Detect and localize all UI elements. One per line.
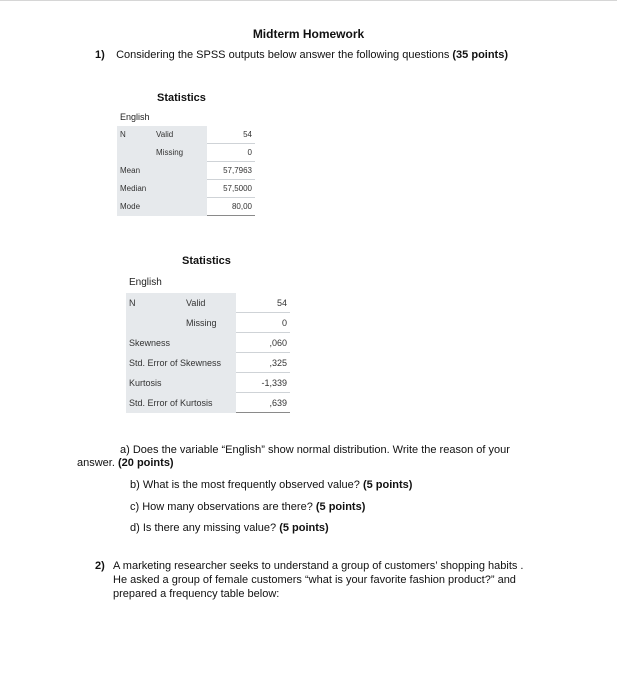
table1-title: Statistics <box>157 92 206 104</box>
question-1-points: (35 points) <box>452 49 509 61</box>
table-row <box>126 333 290 353</box>
row-sublabel: Missing <box>153 144 207 162</box>
subquestion-d-text: d) Is there any missing value? <box>130 522 277 534</box>
row-value: 57,7963 <box>207 162 255 180</box>
table-row <box>117 162 255 180</box>
question-1 <box>95 49 508 61</box>
row-label: N <box>126 293 183 313</box>
subquestion-c-text: c) How many observations are there? <box>130 501 313 513</box>
table-row <box>126 373 290 393</box>
row-sublabel: Valid <box>183 293 236 313</box>
table2-variable: English <box>129 277 162 288</box>
row-value: 0 <box>207 144 255 162</box>
table-row <box>117 198 255 216</box>
question-1-text: Considering the SPSS outputs below answer the following questions <box>116 49 450 61</box>
subquestion-d-points: (5 points) <box>279 522 329 534</box>
subquestion-b-points: (5 points) <box>362 479 413 491</box>
table-row <box>126 313 290 333</box>
table-row <box>126 353 290 373</box>
row-label: Std. Error of Skewness <box>126 353 236 373</box>
row-sublabel: Valid <box>153 126 207 144</box>
row-label <box>126 313 183 333</box>
table-row <box>117 144 255 162</box>
row-label: Mode <box>117 198 207 216</box>
row-value: -1,339 <box>236 373 290 393</box>
row-value: 0 <box>236 313 290 333</box>
row-label: Kurtosis <box>126 373 236 393</box>
subquestion-a-points: (20 points) <box>117 457 174 469</box>
subquestion-b-text: b) What is the most frequently observed value? <box>130 479 360 491</box>
table1-variable: English <box>120 112 150 122</box>
table2-title: Statistics <box>182 255 231 267</box>
subquestion-a-line1: a) Does the variable “English” show normal distribution. Write the reason of your <box>120 444 510 456</box>
row-value: ,639 <box>236 393 290 413</box>
table-row <box>126 393 290 413</box>
statistics-table-2 <box>126 293 290 413</box>
subquestion-b <box>130 479 412 491</box>
row-label: Skewness <box>126 333 236 353</box>
table-row <box>126 293 290 313</box>
row-label <box>117 144 153 162</box>
subquestion-a-text: answer. <box>77 457 115 469</box>
row-label: N <box>117 126 153 144</box>
subquestion-a-line2 <box>77 457 174 469</box>
subquestion-d <box>130 522 329 534</box>
row-value: 80,00 <box>207 198 255 216</box>
row-value: ,060 <box>236 333 290 353</box>
subquestion-c <box>130 501 365 513</box>
table-row <box>117 180 255 198</box>
row-sublabel: Missing <box>183 313 236 333</box>
row-value: 57,5000 <box>207 180 255 198</box>
question-1-number: 1) <box>95 49 105 61</box>
row-value: ,325 <box>236 353 290 373</box>
table-row <box>117 126 255 144</box>
row-label: Std. Error of Kurtosis <box>126 393 236 413</box>
row-label: Mean <box>117 162 207 180</box>
question-2-number: 2) <box>95 560 105 572</box>
question-2-text: A marketing researcher seeks to understand a group of customers’ shopping habits . He asked a group of female customers “what is your favorite fashion product?” and prepared a frequency table below: <box>113 560 524 600</box>
row-value: 54 <box>236 293 290 313</box>
subquestion-c-points: (5 points) <box>315 501 366 513</box>
row-value: 54 <box>207 126 255 144</box>
row-label: Median <box>117 180 207 198</box>
question-2 <box>95 559 535 601</box>
statistics-table-1 <box>117 126 255 216</box>
page-title: Midterm Homework <box>252 27 365 41</box>
top-border <box>0 0 617 1</box>
